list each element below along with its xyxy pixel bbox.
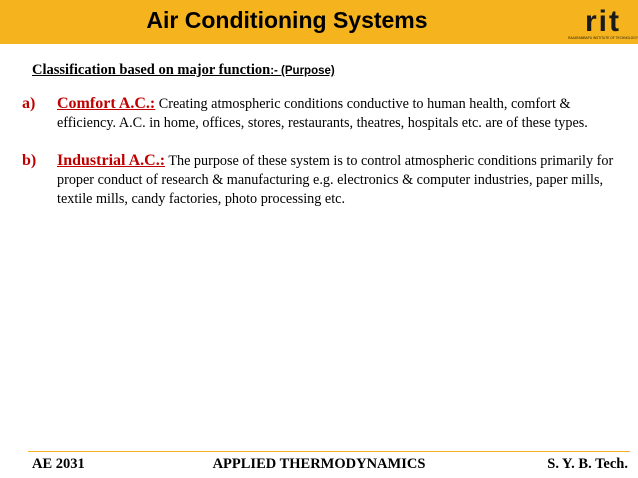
list-term: Comfort A.C.: bbox=[57, 95, 156, 112]
list-description: The purpose of these system is to control atmospheric conditions primarily for proper conduct of research & manufacturing e.g. electronics & computer industries, paper mills, textile mills, candy factories, photo processing etc. bbox=[57, 153, 614, 207]
footer-divider bbox=[28, 451, 630, 452]
list-marker: a) bbox=[22, 95, 36, 112]
subtitle-main: Classification based on major function bbox=[32, 62, 271, 78]
list-marker: b) bbox=[22, 152, 37, 169]
footer-class: S. Y. B. Tech. bbox=[547, 456, 628, 472]
list-item-comfort-ac bbox=[22, 94, 622, 133]
subtitle-purpose: :- (Purpose) bbox=[270, 65, 335, 77]
institute-logo bbox=[568, 3, 638, 41]
footer-course-name: APPLIED THERMODYNAMICS bbox=[212, 456, 426, 472]
list-term: Industrial A.C.: bbox=[57, 152, 166, 169]
footer-course-code: AE 2031 bbox=[32, 456, 85, 472]
slide-title: Air Conditioning Systems bbox=[146, 7, 428, 33]
list-item-industrial-ac bbox=[22, 151, 622, 209]
logo-caption: RAJARAMBAPU INSTITUTE OF TECHNOLOGY bbox=[568, 36, 638, 40]
logo-text: rit bbox=[585, 5, 621, 38]
slide-header bbox=[0, 0, 638, 44]
section-subtitle bbox=[32, 62, 335, 79]
list-description: Creating atmospheric conditions conductive to human health, comfort & efficiency. A.C. in home, offices, stores, restaurants, theatres, hospitals etc. are of these types. bbox=[57, 96, 588, 131]
